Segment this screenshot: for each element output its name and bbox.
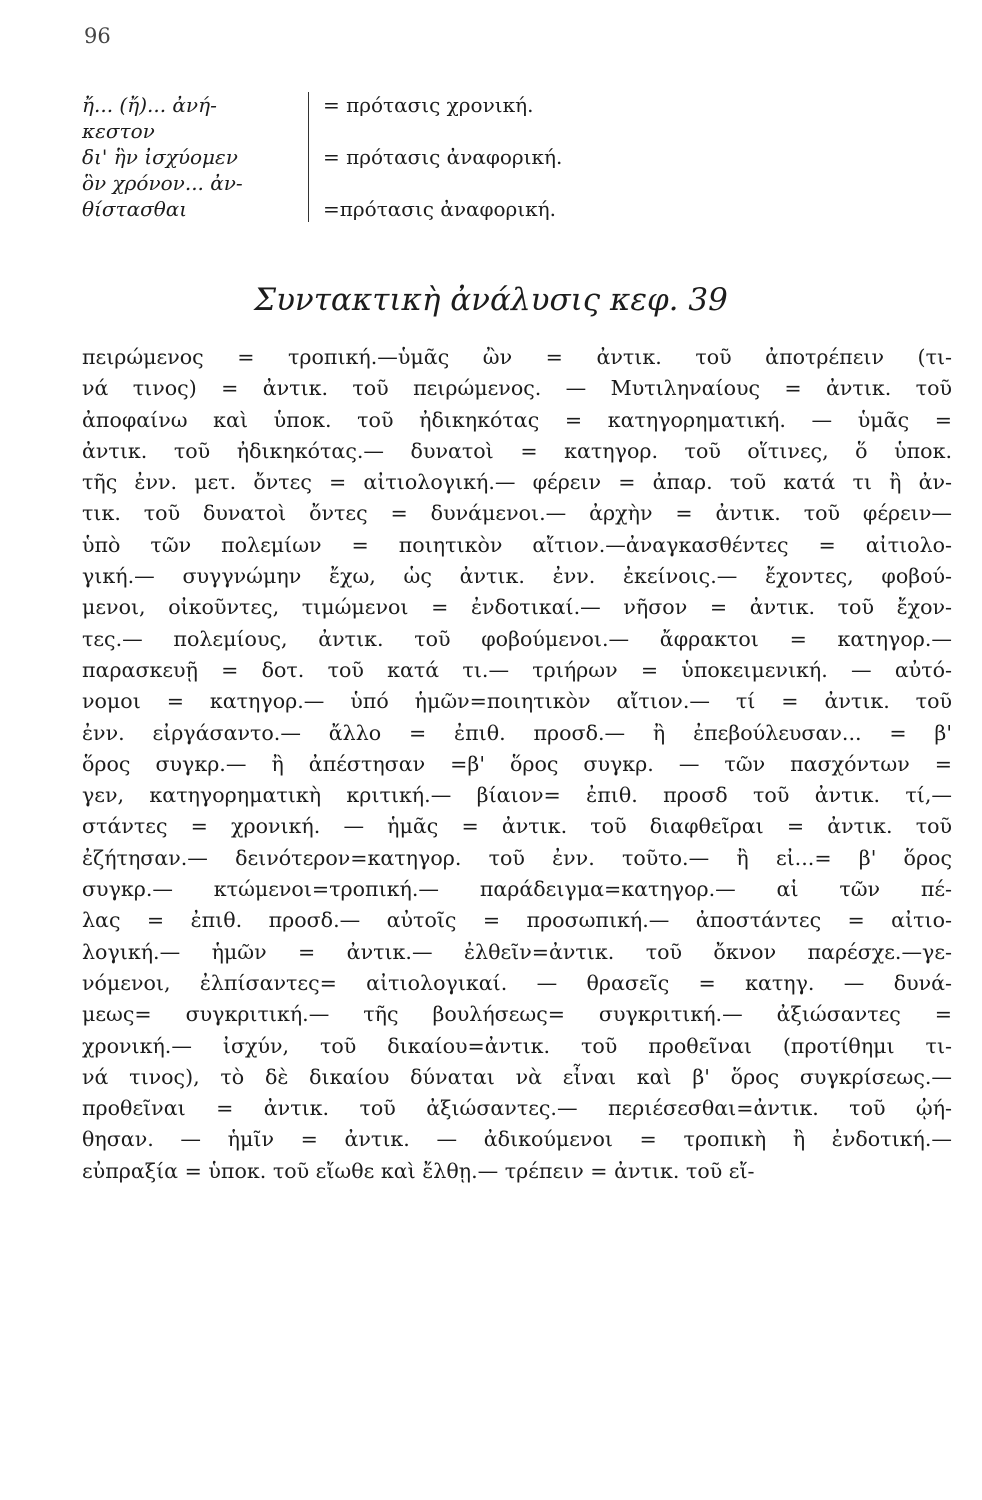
text-line: γεν, κατηγορηματικὴ κριτική.— βίαιον= ἐπιθ. προσδ τοῦ ἀντικ. τί,—: [82, 783, 952, 808]
text-line: ἐνν. εἰργάσαντο.— ἄλλο = ἐπιθ. προσδ.— ἢ ἐπεβούλευσαν... = β': [82, 720, 952, 745]
term-cell: ὃν χρόνον... ἀν-: [82, 170, 309, 196]
text-line: εὐπραξία = ὑποκ. τοῦ εἴωθε καὶ ἔλθῃ.— τρέπειν = ἀντικ. τοῦ εἴ-: [82, 1158, 755, 1183]
analysis-cell: = πρότασις χρονική.: [323, 93, 534, 117]
text-line: νά τινος) = ἀντικ. τοῦ πειρώμενος. — Μυτιληναίους = ἀντικ. τοῦ: [82, 376, 952, 401]
analysis-cell: = πρότασις ἀναφορική.: [323, 145, 563, 169]
term-cell: θίστασθαι: [82, 196, 309, 222]
text-line: τες.— πολεμίους, ἀντικ. τοῦ φοβούμενοι.— ἄφρακτοι = κατηγορ.—: [82, 626, 952, 651]
analysis-table: [82, 92, 762, 222]
text-line: ὅρος συγκρ.— ἢ ἀπέστησαν =β' ὅρος συγκρ. — τῶν πασχόντων =: [82, 751, 952, 776]
table-row: [82, 92, 762, 118]
text-line: συγκρ.— κτώμενοι=τροπική.— παράδειγμα=κατηγορ.— αἱ τῶν πέ-: [82, 877, 952, 902]
text-line: γική.— συγγνώμην ἔχω, ὡς ἀντικ. ἐνν. ἐκείνοις.— ἔχοντες, φοβού-: [82, 564, 952, 589]
term-cell: δι' ἣν ἰσχύομεν: [82, 144, 309, 170]
analysis-body: [82, 342, 952, 1187]
text-line: χρονική.— ἰσχύν, τοῦ δικαίου=ἀντικ. τοῦ προθεῖναι (προτίθημι τι-: [82, 1033, 952, 1058]
text-line: ἀποφαίνω καὶ ὑποκ. τοῦ ἠδικηκότας = κατηγορηματική. — ὑμᾶς =: [82, 407, 952, 432]
text-line: πειρώμενος = τροπική.—ὑμᾶς ὢν = ἀντικ. τοῦ ἀποτρέπειν (τι-: [82, 345, 952, 369]
text-line: θησαν. — ἡμῖν = ἀντικ. — ἀδικούμενοι = τροπικὴ ἢ ἐνδοτική.—: [82, 1127, 952, 1152]
table-row: [82, 196, 762, 222]
page-number: 96: [84, 24, 111, 48]
table-row: [82, 170, 762, 196]
analysis-cell: [309, 170, 323, 196]
text-line: μεως= συγκριτική.— τῆς βουλήσεως= συγκριτική.— ἀξιώσαντες =: [82, 1002, 952, 1027]
text-line: νά τινος), τὸ δὲ δικαίου δύναται νὰ εἶναι καὶ β' ὅρος συγκρίσεως.—: [82, 1064, 952, 1089]
table-row: [82, 118, 762, 144]
text-line: ἐζήτησαν.— δεινότερον=κατηγορ. τοῦ ἐνν. τοῦτο.— ἢ εἰ...= β' ὅρος: [82, 845, 952, 870]
text-line: ὑπὸ τῶν πολεμίων = ποιητικὸν αἴτιον.—ἀναγκασθέντες = αἰτιολο-: [82, 532, 952, 557]
text-line: λογική.— ἡμῶν = ἀντικ.— ἐλθεῖν=ἀντικ. τοῦ ὄκνον παρέσχε.—γε-: [82, 939, 952, 964]
text-line: παρασκευῇ = δοτ. τοῦ κατά τι.— τριήρων = ὑποκειμενική. — αὐτό-: [82, 657, 952, 682]
text-line: προθεῖναι = ἀντικ. τοῦ ἀξιώσαντες.— περιέσεσθαι=ἀντικ. τοῦ ᾠή-: [82, 1096, 952, 1121]
section-heading: Συντακτικὴ ἀνάλυσις κεφ. 39: [254, 282, 728, 318]
text-line: ἀντικ. τοῦ ἠδικηκότας.— δυνατοὶ = κατηγορ. τοῦ οἵτινες, ὅ ὑποκ.: [82, 438, 952, 463]
text-line: στάντες = χρονική. — ἡμᾶς = ἀντικ. τοῦ διαφθεῖραι = ἀντικ. τοῦ: [82, 814, 952, 839]
term-cell: ἤ... (ἤ)... ἀνή-: [82, 92, 309, 118]
text-line: νόμενοι, ἐλπίσαντες= αἰτιολογικαί. — θρασεῖς = κατηγ. — δυνά-: [82, 970, 952, 995]
analysis-cell: [309, 118, 323, 144]
text-line: λας = ἐπιθ. προσδ.— αὐτοῖς = προσωπική.— ἀποστάντες = αἰτιο-: [82, 908, 952, 933]
text-line: τικ. τοῦ δυνατοὶ ὄντες = δυνάμενοι.— ἀρχὴν = ἀντικ. τοῦ φέρειν—: [82, 501, 952, 526]
text-line: μενοι, οἰκοῦντες, τιμώμενοι = ἐνδοτικαί.— νῆσον = ἀντικ. τοῦ ἔχον-: [82, 595, 952, 620]
text-line: τῆς ἐνν. μετ. ὄντες = αἰτιολογική.— φέρειν = ἀπαρ. τοῦ κατά τι ἢ ἀν-: [82, 470, 952, 495]
term-cell: κεστον: [82, 118, 309, 144]
analysis-cell: =πρότασις ἀναφορική.: [323, 197, 556, 221]
text-line: νομοι = κατηγορ.— ὑπό ἡμῶν=ποιητικὸν αἴτιον.— τί = ἀντικ. τοῦ: [82, 689, 952, 714]
table-row: [82, 144, 762, 170]
